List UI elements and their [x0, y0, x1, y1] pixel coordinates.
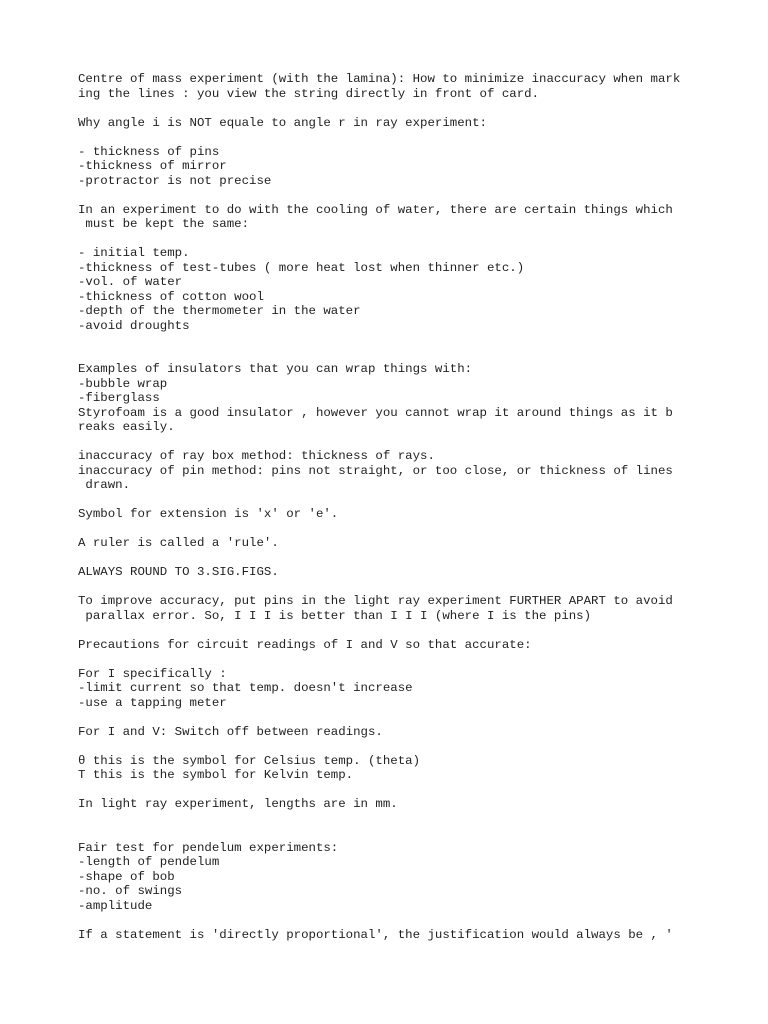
blank-line — [78, 580, 718, 595]
text-line: Symbol for extension is 'x' or 'e'. — [78, 507, 339, 521]
blank-line — [78, 333, 718, 348]
text-line: θ this is the symbol for Celsius temp. (theta) — [78, 753, 421, 768]
text-line: -avoid droughts — [78, 318, 190, 333]
text-line: T this is the symbol for Kelvin temp. — [78, 768, 354, 782]
text-line: inaccuracy of ray box method: thickness of rays. — [78, 449, 435, 463]
text-line: -use a tapping meter — [78, 695, 227, 710]
blank-line — [78, 522, 718, 537]
text-line: In an experiment to do with the cooling of water, there are certain things which — [78, 202, 673, 217]
blank-line — [78, 435, 718, 450]
text-line: -vol. of water — [78, 275, 183, 289]
blank-line — [78, 812, 718, 827]
text-line: For I and V: Switch off between readings. — [78, 724, 383, 739]
blank-line — [78, 101, 718, 116]
blank-line — [78, 652, 718, 667]
text-line: -depth of the thermometer in the water — [78, 304, 361, 318]
text-line: -protractor is not precise — [78, 173, 272, 188]
text-line: parallax error. So, I I I is better than I I I (where I is the pins) — [78, 608, 592, 623]
text-line: In light ray experiment, lengths are in mm. — [78, 797, 398, 811]
text-line: reaks easily. — [78, 420, 175, 434]
blank-line — [78, 710, 718, 725]
text-line: For I specifically : — [78, 666, 227, 681]
text-line: Precautions for circuit readings of I and V so that accurate: — [78, 637, 532, 652]
blank-line — [78, 913, 718, 928]
blank-line — [78, 493, 718, 508]
blank-line — [78, 826, 718, 841]
blank-line — [78, 551, 718, 566]
document-text — [78, 72, 718, 942]
text-line: -shape of bob — [78, 869, 175, 884]
text-line: Examples of insulators that you can wrap things with: — [78, 362, 473, 376]
text-line: - initial temp. — [78, 246, 190, 260]
blank-line — [78, 130, 718, 145]
blank-line — [78, 739, 718, 754]
blank-line — [78, 348, 718, 363]
blank-line — [78, 188, 718, 203]
text-line: drawn. — [78, 478, 131, 492]
text-line: Centre of mass experiment (with the lamina): How to minimize inaccuracy when mark — [78, 72, 681, 86]
text-line: -bubble wrap — [78, 376, 168, 391]
text-line: Fair test for pendelum experiments: — [78, 840, 339, 855]
blank-line — [78, 623, 718, 638]
text-line: - thickness of pins — [78, 144, 220, 159]
text-line: -amplitude — [78, 898, 153, 913]
text-line: -limit current so that temp. doesn't increase — [78, 681, 413, 695]
text-line: Styrofoam is a good insulator , however you cannot wrap it around things as it b — [78, 405, 673, 420]
text-line: -no. of swings — [78, 884, 183, 898]
text-line: must be kept the same: — [78, 217, 250, 231]
text-line: A ruler is called a 'rule'. — [78, 536, 279, 550]
text-line: inaccuracy of pin method: pins not straight, or too close, or thickness of lines — [78, 463, 673, 478]
text-line: If a statement is 'directly proportional', the justification would always be , ' — [78, 927, 673, 942]
text-line: Why angle i is NOT equale to angle r in ray experiment: — [78, 115, 487, 130]
text-line: -fiberglass — [78, 391, 160, 405]
text-line: -thickness of cotton wool — [78, 289, 264, 304]
text-line: -thickness of test-tubes ( more heat lost when thinner etc.) — [78, 260, 525, 275]
text-line: -thickness of mirror — [78, 159, 227, 173]
text-line: To improve accuracy, put pins in the light ray experiment FURTHER APART to avoid — [78, 594, 673, 608]
blank-line — [78, 783, 718, 798]
text-line: ing the lines : you view the string directly in front of card. — [78, 86, 540, 101]
text-line: ALWAYS ROUND TO 3.SIG.FIGS. — [78, 565, 279, 579]
blank-line — [78, 232, 718, 247]
text-line: -length of pendelum — [78, 855, 220, 869]
